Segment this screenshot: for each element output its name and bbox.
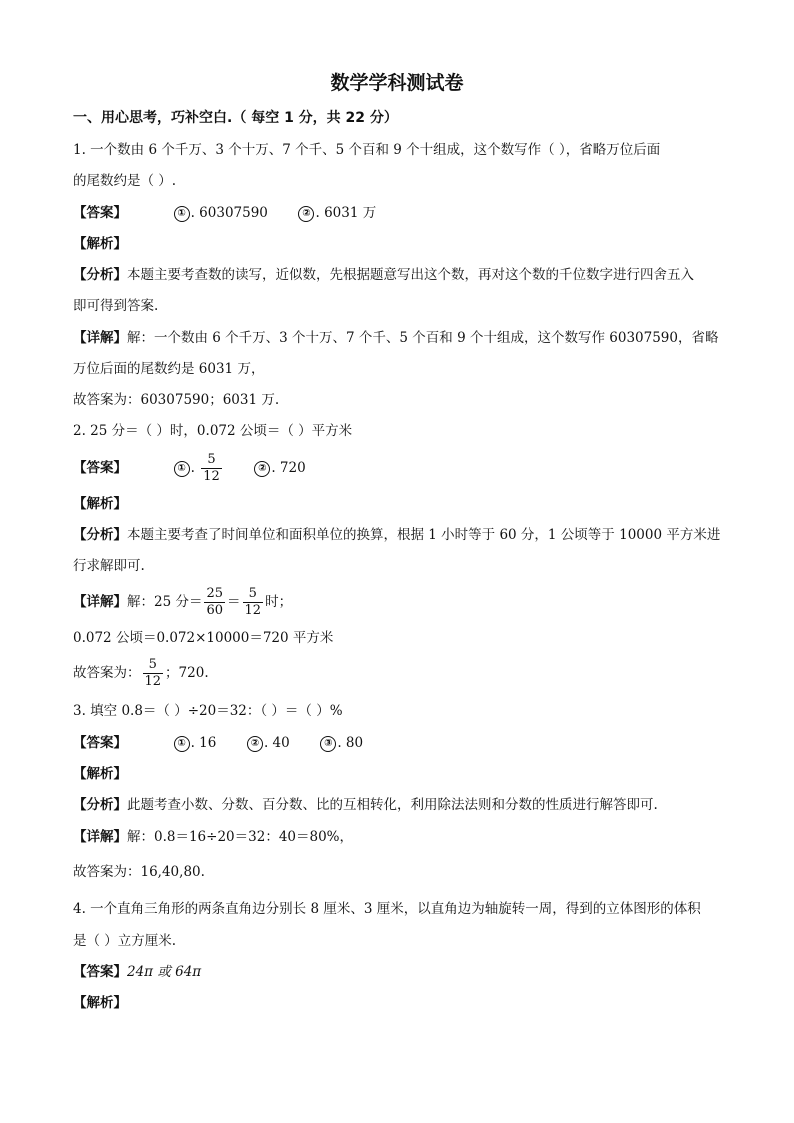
- detail-label: 【详解】: [73, 330, 127, 346]
- marker-1: ①: [174, 736, 190, 752]
- fenxi-label: 【分析】: [73, 267, 127, 283]
- q3-text: 3. 填空 0.8＝（ ）÷20＝32：（ ）＝（ ）%: [73, 703, 343, 719]
- section-heading: 一、用心思考，巧补空白.（ 每空 1 分，共 22 分）: [73, 110, 398, 126]
- q2-text: 2. 25 分＝（ ）时，0.072 公顷＝（ ）平方米: [73, 423, 353, 439]
- q3-fenxi-text: 此题考查小数、分数、百分数、比的互相转化，利用除法法则和分数的性质进行解答即可.: [127, 797, 658, 813]
- q2-answer-2: . 720: [271, 460, 306, 476]
- q2-detail: 【详解】解：25 分＝ $\frac{25}{60}$ ＝ $\frac{5}{12}$ 时；: [73, 586, 293, 618]
- q4-answer-text: 24π 或 64π: [127, 964, 202, 980]
- q3-answer-2: . 40: [263, 735, 290, 751]
- q2-detail-line2: 0.072 公顷＝0.072×10000＝720 平方米: [73, 630, 334, 646]
- q1-detail-text: 解：一个数由 6 个千万、3 个十万、7 个千、5 个百和 9 个十组成，这个数写作 60307590，省略: [127, 330, 719, 346]
- analysis-label: 【解析】: [73, 995, 127, 1011]
- q1-conclusion: 故答案为：60307590；6031 万.: [73, 392, 280, 408]
- analysis-label: 【解析】: [73, 236, 127, 252]
- q2-fenxi-line2: 行求解即可.: [73, 558, 145, 574]
- q2-answer: 【答案】 ① . $\frac{5}{12}$ ② . 720: [73, 452, 306, 484]
- detail-label: 【详解】: [73, 829, 127, 845]
- q1-answer-2: . 6031 万: [315, 205, 377, 221]
- q2-fenxi-text: 本题主要考查了时间单位和面积单位的换算，根据 1 小时等于 60 分，1 公顷等于 10000 平方米进: [127, 527, 721, 543]
- detail-label: 【详解】: [73, 594, 127, 610]
- q1-answer: [73, 203, 376, 223]
- q1-fenxi-text: 本题主要考查数的读写，近似数，先根据题意写出这个数，再对这个数的千位数字进行四舍五入: [127, 267, 694, 283]
- q2-fraction-5-12: $\frac{5}{12}$: [244, 586, 262, 618]
- marker-2: ②: [254, 461, 270, 477]
- q4-text-line1: 4. 一个直角三角形的两条直角边分别长 8 厘米、3 厘米，以直角边为轴旋转一周，得到的立体图形的体积: [73, 901, 701, 917]
- answer-label: 【答案】: [73, 964, 127, 980]
- q1-fenxi-line2: 即可得到答案.: [73, 298, 159, 314]
- marker-1: ①: [174, 461, 190, 477]
- fenxi-label: 【分析】: [73, 797, 127, 813]
- marker-2: ②: [298, 206, 314, 222]
- page-title: 数学学科测试卷: [330, 72, 464, 94]
- fenxi-label: 【分析】: [73, 527, 127, 543]
- q1-text-line1: 1. 一个数由 6 个千万、3 个十万、7 个千、5 个百和 9 个十组成，这个数写作（ ），省略万位后面: [73, 142, 661, 158]
- marker-2: ②: [247, 736, 263, 752]
- marker-1: ①: [174, 206, 190, 222]
- q3-answer-1: . 16: [190, 735, 217, 751]
- q2-conclusion-fraction: $\frac{5}{12}$: [144, 657, 162, 689]
- q3-fenxi: [73, 795, 658, 815]
- q2-fenxi: [73, 525, 720, 545]
- q3-conclusion: 故答案为：16,40,80.: [73, 864, 205, 880]
- answer-label: 【答案】: [73, 205, 127, 221]
- q3-answer: [73, 733, 363, 753]
- marker-3: ③: [320, 736, 336, 752]
- q3-detail: [73, 827, 353, 847]
- analysis-label: 【解析】: [73, 766, 127, 782]
- q1-answer-1: . 60307590: [190, 205, 268, 221]
- q1-fenxi: [73, 265, 694, 285]
- q3-answer-3: . 80: [337, 735, 364, 751]
- q2-fraction-25-60: $\frac{25}{60}$: [206, 586, 224, 618]
- q2-conclusion: 故答案为： $\frac{5}{12}$ ；720.: [73, 657, 209, 689]
- q3-detail-text: 解：0.8＝16÷20＝32：40＝80%，: [127, 829, 353, 845]
- answer-label: 【答案】: [73, 735, 127, 751]
- q1-detail-line2: 万位后面的尾数约是 6031 万，: [73, 361, 265, 377]
- q1-text-line2: 的尾数约是（ ）.: [73, 173, 177, 189]
- answer-label: 【答案】: [73, 460, 127, 476]
- q2-answer-1-fraction: $\frac{5}{12}$: [203, 452, 220, 484]
- q4-text-line2: 是（ ）立方厘米.: [73, 933, 177, 949]
- analysis-label: 【解析】: [73, 496, 127, 512]
- q1-detail: [73, 328, 719, 348]
- q4-answer: [73, 962, 201, 982]
